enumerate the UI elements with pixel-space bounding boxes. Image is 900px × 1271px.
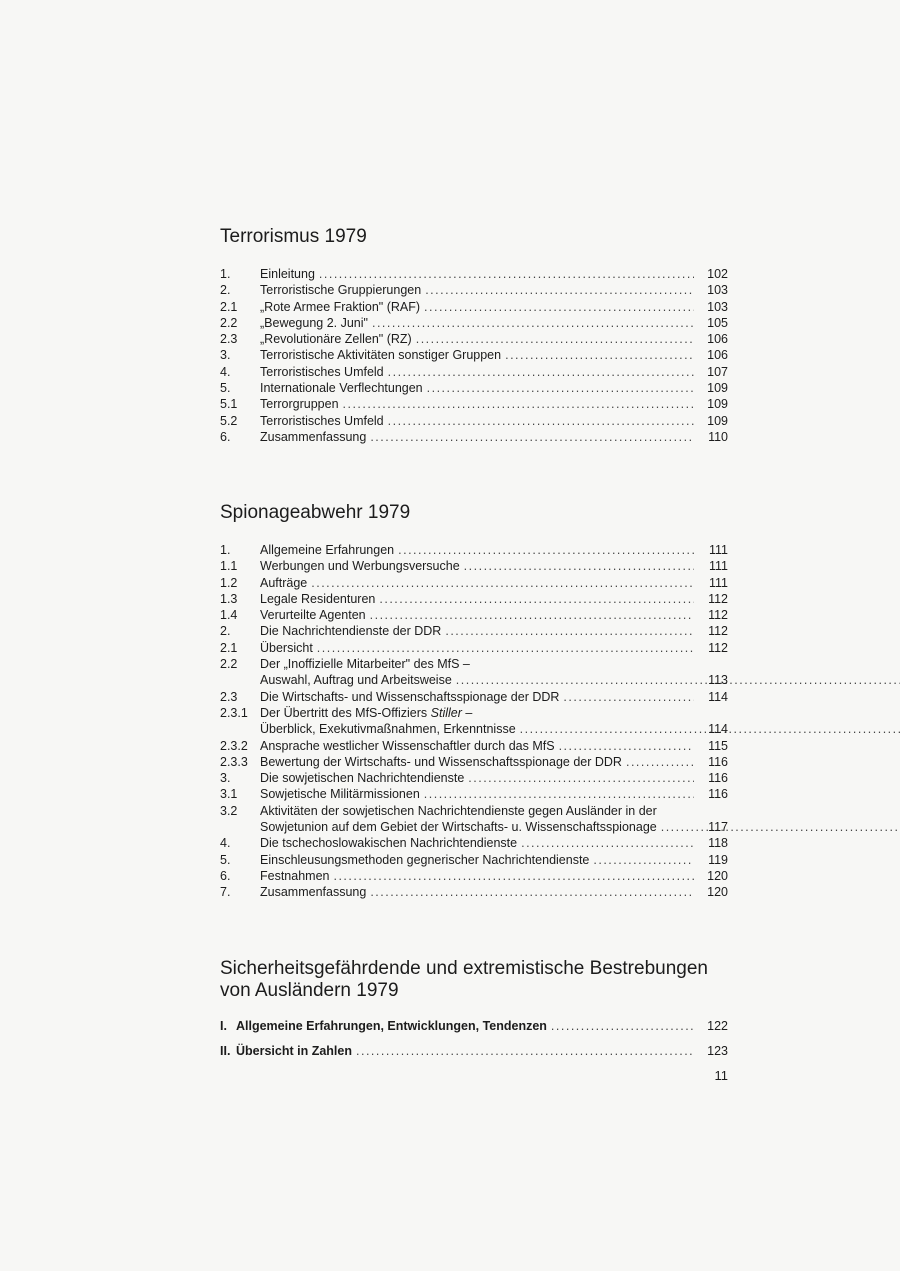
leader-dots xyxy=(356,1043,694,1059)
leader-dots xyxy=(416,331,694,347)
leader-dots xyxy=(563,689,694,705)
leader-dots xyxy=(425,282,694,298)
toc-number: 1.3 xyxy=(220,591,238,606)
toc-label: Auswahl, Auftrag und Arbeitsweise xyxy=(260,673,452,688)
toc-page: 109 xyxy=(707,381,728,396)
toc-entry xyxy=(220,380,728,396)
toc-page: 106 xyxy=(707,348,728,363)
toc-entry xyxy=(220,575,728,591)
toc-number: 2. xyxy=(220,283,231,298)
leader-dots xyxy=(370,607,694,623)
toc-number: 2.3 xyxy=(220,332,238,347)
section-auslaender xyxy=(220,958,728,1060)
toc-list xyxy=(220,1018,728,1060)
toc-entry xyxy=(220,396,728,412)
toc-entry xyxy=(220,656,728,689)
toc-label: Bewertung der Wirtschafts- und Wissenschaftsspionage der DDR xyxy=(260,754,622,769)
toc-label: Allgemeine Erfahrungen, Entwicklungen, Tendenzen xyxy=(236,1019,547,1033)
toc-label-line1: Der Übertritt des MfS-Offiziers Stiller – xyxy=(260,705,473,720)
toc-label: Zusammenfassung xyxy=(260,885,367,900)
toc-page: 117 xyxy=(708,820,728,835)
toc-number: 2.1 xyxy=(220,640,238,655)
toc-label: Übersicht in Zahlen xyxy=(236,1044,352,1059)
toc-number: 1.4 xyxy=(220,608,238,623)
section-title xyxy=(220,958,728,1002)
leader-dots xyxy=(311,575,694,591)
toc-page: 112 xyxy=(708,624,728,639)
toc-label: Übersicht xyxy=(260,640,313,655)
toc-page: 116 xyxy=(708,754,728,769)
toc-number: 7. xyxy=(220,885,231,900)
toc-number: 1.2 xyxy=(220,575,238,590)
toc-page: 112 xyxy=(708,608,728,623)
leader-dots xyxy=(661,819,900,835)
toc-page: 115 xyxy=(708,738,728,753)
toc-number: 6. xyxy=(220,429,231,444)
toc-entry xyxy=(220,364,728,380)
toc-number: 4. xyxy=(220,364,231,379)
section-title-line1: Sicherheitsgefährdende und extremistische Bestrebungen xyxy=(220,958,708,979)
toc-page: 118 xyxy=(708,836,728,851)
leader-dots xyxy=(388,413,694,429)
toc-entry xyxy=(220,347,728,363)
toc-label: Die Wirtschafts- und Wissenschaftsspionage der DDR xyxy=(260,689,560,704)
toc-label: Zusammenfassung xyxy=(260,429,367,444)
toc-page: 107 xyxy=(707,364,728,379)
toc-label: Verurteilte Agenten xyxy=(260,608,366,623)
leader-dots xyxy=(370,429,694,445)
toc-number: 5.2 xyxy=(220,413,238,428)
toc-entry xyxy=(220,884,728,900)
toc-label: Allgemeine Erfahrungen xyxy=(260,543,395,557)
toc-label: Sowjetunion auf dem Gebiet der Wirtschafts- u. Wissenschaftsspionage xyxy=(260,820,657,835)
toc-number: 6. xyxy=(220,868,231,883)
toc-page: 103 xyxy=(707,283,728,298)
toc-number: 5. xyxy=(220,381,231,396)
toc-number: 2.2 xyxy=(220,657,238,672)
leader-dots xyxy=(333,868,694,884)
toc-entry xyxy=(220,868,728,884)
toc-label: Überblick, Exekutivmaßnahmen, Erkenntnisse xyxy=(260,722,516,737)
toc-page: 103 xyxy=(707,299,728,314)
toc-entry xyxy=(220,803,728,836)
toc-label: Terroristisches Umfeld xyxy=(260,413,384,428)
section-title: Spionageabwehr 1979 xyxy=(220,502,411,523)
toc-label: Terroristisches Umfeld xyxy=(260,364,384,379)
leader-dots xyxy=(464,558,694,574)
toc-number: 2.3.3 xyxy=(220,754,248,769)
toc-page: 110 xyxy=(708,429,728,444)
toc-entry xyxy=(220,542,728,558)
toc-list xyxy=(220,266,728,445)
toc-page: 112 xyxy=(708,591,728,606)
toc-label: Legale Residenturen xyxy=(260,591,376,606)
toc-page: 116 xyxy=(708,771,728,786)
toc-entry xyxy=(220,558,728,574)
toc-entry xyxy=(220,1018,728,1034)
toc-entry xyxy=(220,852,728,868)
leader-dots xyxy=(427,380,694,396)
toc-number: 2.3 xyxy=(220,689,238,704)
toc-label: Einschleusungsmethoden gegnerischer Nachrichtendienste xyxy=(260,852,590,867)
page-number: 11 xyxy=(714,1068,728,1083)
toc-page: 102 xyxy=(707,267,728,281)
toc-label: Sowjetische Militärmissionen xyxy=(260,787,420,802)
toc-number: II. xyxy=(220,1044,231,1059)
section-terrorismus xyxy=(220,226,728,445)
toc-label-line1: Der „Inoffizielle Mitarbeiter" des MfS – xyxy=(260,657,470,672)
toc-entry xyxy=(220,754,728,770)
toc-page: 114 xyxy=(708,722,728,737)
leader-dots xyxy=(521,835,694,851)
toc-number: 5.1 xyxy=(220,397,238,412)
toc-label: Festnahmen xyxy=(260,868,330,883)
toc-label: Einleitung xyxy=(260,267,315,281)
toc-number: 2.3.2 xyxy=(220,738,248,753)
toc-label: Die tschechoslowakischen Nachrichtendienste xyxy=(260,836,518,851)
section-title: Terrorismus 1979 xyxy=(220,226,367,247)
toc-label: Die Nachrichtendienste der DDR xyxy=(260,624,442,639)
toc-number: 2.1 xyxy=(220,299,238,314)
toc-number: 2. xyxy=(220,624,231,639)
leader-dots xyxy=(424,786,694,802)
toc-page: 113 xyxy=(708,673,728,688)
toc-number: 1.1 xyxy=(220,559,238,574)
toc-page: 119 xyxy=(708,852,728,867)
toc-number: 5. xyxy=(220,852,231,867)
toc-entry xyxy=(220,786,728,802)
toc-entry xyxy=(220,738,728,754)
toc-page: 111 xyxy=(708,543,728,557)
toc-number: 3.2 xyxy=(220,803,238,818)
toc-number: 1. xyxy=(220,543,231,557)
toc-page: 105 xyxy=(707,315,728,330)
leader-dots xyxy=(559,738,694,754)
toc-page: 120 xyxy=(707,868,728,883)
toc-page: 106 xyxy=(707,332,728,347)
toc-entry xyxy=(220,770,728,786)
section-title-line2: von Ausländern 1979 xyxy=(220,980,399,1001)
toc-label: „Revolutionäre Zellen" (RZ) xyxy=(260,332,412,347)
toc-number: 2.2 xyxy=(220,315,238,330)
toc-entry xyxy=(220,282,728,298)
toc-page: 112 xyxy=(708,640,728,655)
toc-label: Terrorgruppen xyxy=(260,397,339,412)
toc-number: 4. xyxy=(220,836,231,851)
toc-entry xyxy=(220,705,728,738)
toc-label: „Rote Armee Fraktion" (RAF) xyxy=(260,299,421,314)
toc-number: 2.3.1 xyxy=(220,705,248,720)
leader-dots xyxy=(445,623,694,639)
leader-dots xyxy=(456,672,900,688)
leader-dots xyxy=(551,1018,694,1034)
toc-page: 116 xyxy=(708,787,728,802)
leader-dots xyxy=(388,364,694,380)
toc-page: 111 xyxy=(708,559,728,574)
section-spionageabwehr xyxy=(220,502,728,901)
toc-entry xyxy=(220,331,728,347)
leader-dots xyxy=(319,266,694,282)
toc-page: 109 xyxy=(707,397,728,412)
leader-dots xyxy=(372,315,694,331)
toc-label: „Bewegung 2. Juni" xyxy=(260,315,368,330)
toc-number: 3. xyxy=(220,771,231,786)
toc-label: Ansprache westlicher Wissenschaftler durch das MfS xyxy=(260,738,555,753)
toc-number: 1. xyxy=(220,267,231,281)
toc-entry xyxy=(220,315,728,331)
toc-page: 109 xyxy=(707,413,728,428)
leader-dots xyxy=(626,754,694,770)
toc-entry xyxy=(220,640,728,656)
toc-entry xyxy=(220,1043,728,1059)
leader-dots xyxy=(370,884,694,900)
toc-number: 3.1 xyxy=(220,787,238,802)
leader-dots xyxy=(505,347,694,363)
leader-dots xyxy=(343,396,694,412)
leader-dots xyxy=(317,640,694,656)
toc-number: I. xyxy=(220,1019,227,1033)
leader-dots xyxy=(424,299,694,315)
toc-label: Aufträge xyxy=(260,575,308,590)
toc-label: Terroristische Gruppierungen xyxy=(260,283,422,298)
toc-number: 3. xyxy=(220,348,231,363)
toc-label-line1: Aktivitäten der sowjetischen Nachrichtendienste gegen Ausländer in der xyxy=(260,803,657,818)
toc-page: 114 xyxy=(708,689,728,704)
leader-dots xyxy=(593,852,694,868)
toc-entry xyxy=(220,266,728,282)
toc-page: 123 xyxy=(707,1044,728,1059)
toc-label: Die sowjetischen Nachrichtendienste xyxy=(260,771,465,786)
toc-label: Werbungen und Werbungsversuche xyxy=(260,559,460,574)
toc-entry xyxy=(220,689,728,705)
toc-list xyxy=(220,542,728,901)
toc-entry xyxy=(220,413,728,429)
toc-entry xyxy=(220,591,728,607)
leader-dots xyxy=(379,591,694,607)
toc-page: 120 xyxy=(707,885,728,900)
toc-label: Terroristische Aktivitäten sonstiger Gruppen xyxy=(260,348,502,363)
toc-entry xyxy=(220,623,728,639)
toc-entry xyxy=(220,835,728,851)
toc-entry xyxy=(220,607,728,623)
toc-page: 111 xyxy=(708,575,728,590)
leader-dots xyxy=(468,770,694,786)
toc-label: Internationale Verflechtungen xyxy=(260,381,423,396)
leader-dots xyxy=(398,542,694,558)
toc-entry xyxy=(220,299,728,315)
toc-page: 122 xyxy=(707,1019,728,1033)
toc-entry xyxy=(220,429,728,445)
